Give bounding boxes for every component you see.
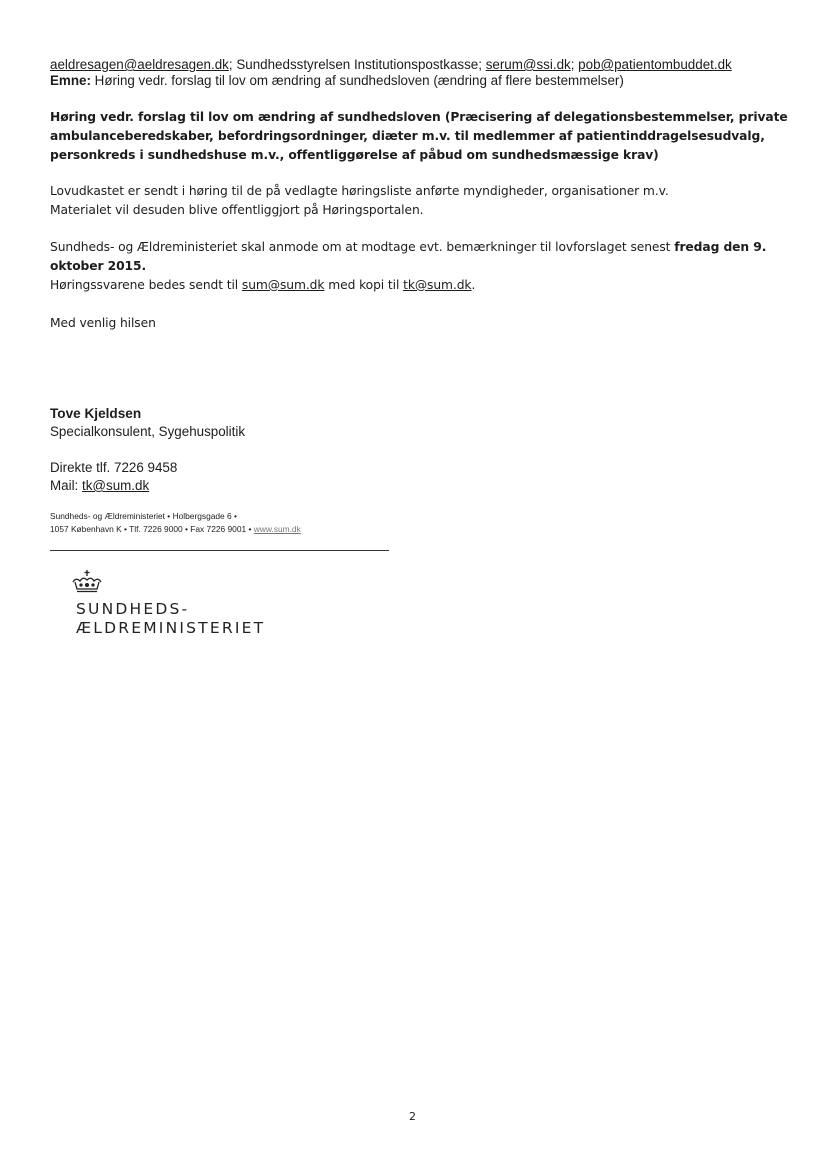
para3-text: med kopi til <box>324 278 404 292</box>
page-number: 2 <box>409 1110 416 1123</box>
para3-text: Høringssvarene bedes sendt til <box>50 278 242 292</box>
footer-address-text: 1057 København K • Tlf. 7226 9000 • Fax 7226 9001 • <box>50 524 254 534</box>
subject-line <box>50 73 624 88</box>
email-link-serum[interactable]: serum@ssi.dk <box>485 57 571 72</box>
logo-text-line-1: SUNDHEDS- <box>76 600 190 618</box>
recipients-separator: ; <box>570 57 579 72</box>
para2-text: Sundheds- og Ældreministeriet skal anmode om at modtage evt. bemærkninger til lovforslaget senest <box>50 240 675 254</box>
footer-divider <box>50 550 389 551</box>
signature-name: Tove Kjeldsen <box>50 406 142 421</box>
subject-label: Emne: <box>50 73 91 88</box>
signature-mail-link[interactable]: tk@sum.dk <box>82 478 150 493</box>
closing-greeting: Med venlig hilsen <box>50 316 156 330</box>
deadline-date: fredag den 9. <box>674 240 767 254</box>
footer-address-line-2 <box>50 524 301 534</box>
footer-website-link[interactable]: www.sum.dk <box>253 524 301 534</box>
signature-mail <box>50 478 149 493</box>
email-link-aeldresagen[interactable]: aeldresagen@aeldresagen.dk <box>50 57 229 72</box>
logo-text-line-2: ÆLDREMINISTERIET <box>76 619 266 637</box>
heading-line-2: ambulanceberedskaber, befordringsordninger, diæter m.v. til medlemmer af patientinddragelsesudvalg, <box>50 129 765 143</box>
email-link-sum[interactable]: sum@sum.dk <box>241 278 325 292</box>
email-link-patientombuddet[interactable]: pob@patientombuddet.dk <box>578 57 732 72</box>
signature-phone: Direkte tlf. 7226 9458 <box>50 460 178 475</box>
footer-address-line-1: Sundheds- og Ældreministeriet • Holbergsgade 6 • <box>50 511 237 521</box>
deadline-date-cont: oktober 2015. <box>50 259 147 273</box>
recipients-separator: ; <box>228 57 237 72</box>
email-link-tk[interactable]: tk@sum.dk <box>403 278 472 292</box>
para1-line-1: Lovudkastet er sendt i høring til de på vedlagte høringsliste anførte myndigheder, organisationer m.v. <box>50 184 669 198</box>
mail-label: Mail: <box>50 478 82 493</box>
para3-text: . <box>471 278 476 292</box>
crown-icon <box>70 569 104 595</box>
subject-text: Høring vedr. forslag til lov om ændring af sundhedsloven (ændring af flere bestemmelser) <box>90 73 624 88</box>
heading-line-3: personkreds i sundhedshuse m.v., offentliggørelse af påbud om sundhedsmæssige krav) <box>50 148 659 162</box>
heading-line-1: Høring vedr. forslag til lov om ændring af sundhedsloven (Præcisering af delegationsbestemmelser, private <box>50 110 788 124</box>
signature-title: Specialkonsulent, Sygehuspolitik <box>50 424 246 439</box>
para2-line-1 <box>50 240 766 254</box>
para3-line <box>50 278 475 292</box>
recipients-line <box>50 57 732 72</box>
para1-line-2: Materialet vil desuden blive offentliggjort på Høringsportalen. <box>50 203 424 217</box>
recipients-text: Sundhedsstyrelsen Institutionspostkasse; <box>236 57 486 72</box>
